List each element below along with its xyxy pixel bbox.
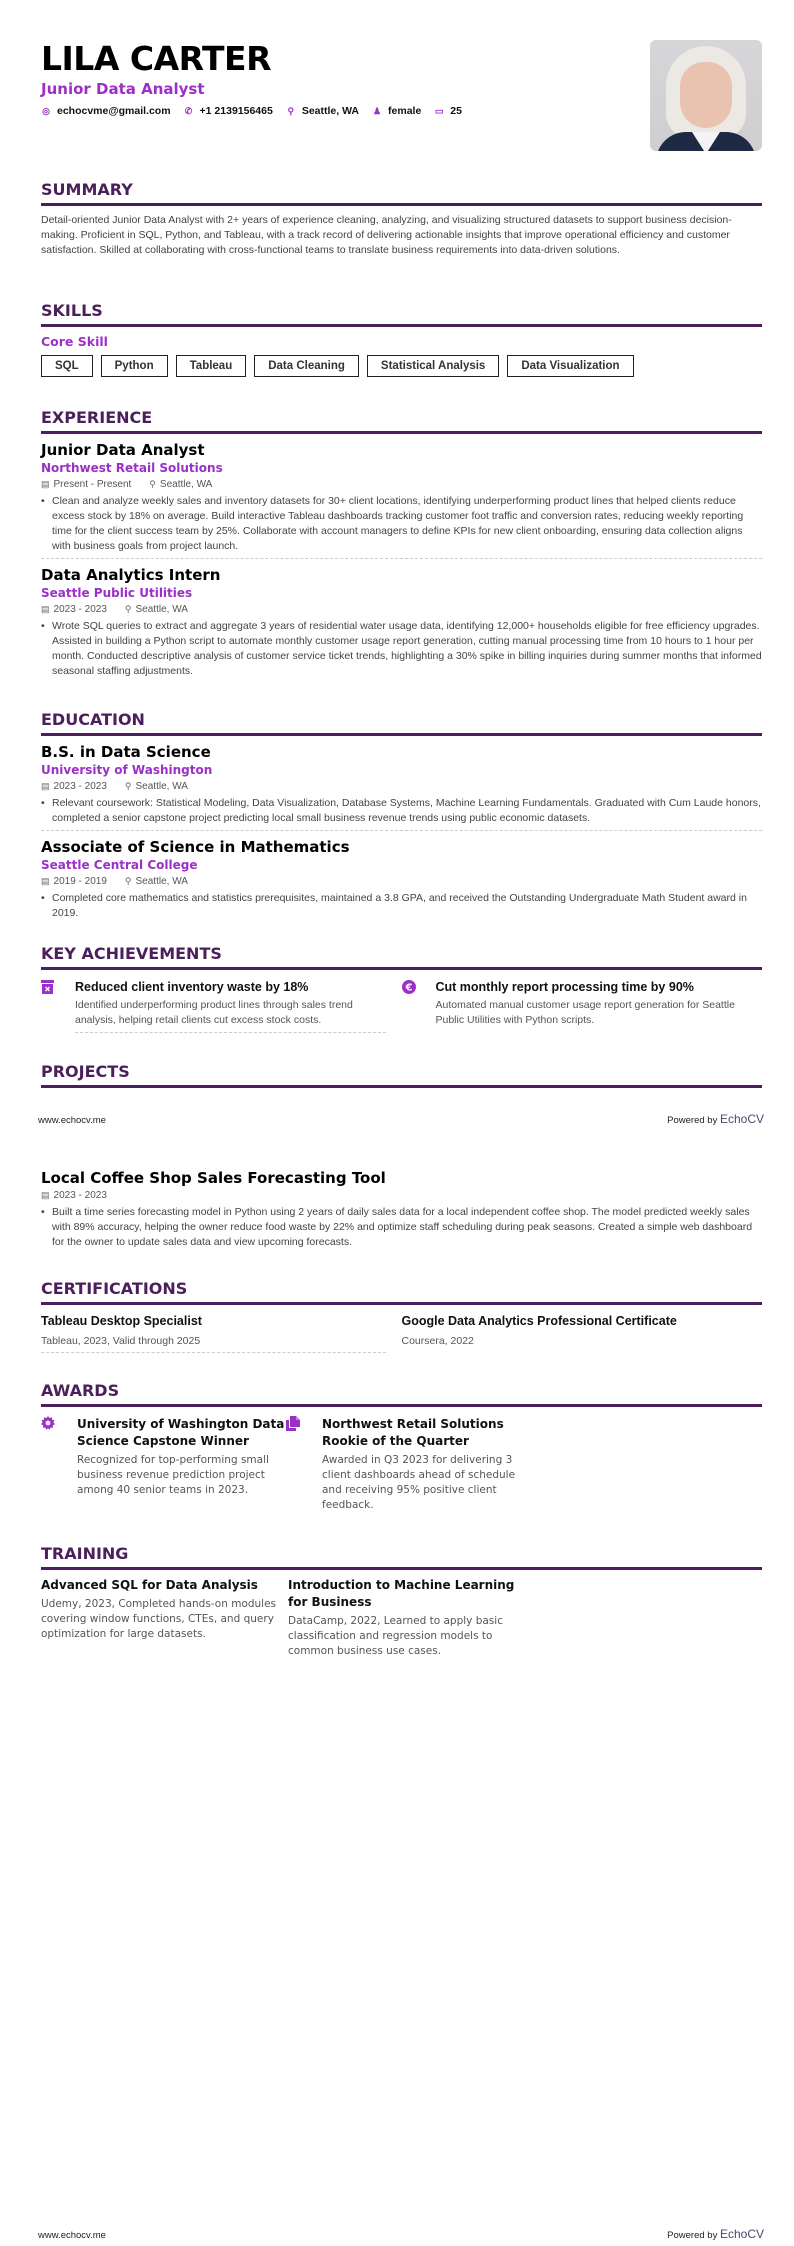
achievement-title: Reduced client inventory waste by 18% [75,980,309,994]
job-dates: 2023 - 2023 [53,604,107,615]
location-icon: ⚲ [124,876,132,886]
section-title-achievements: KEY ACHIEVEMENTS [41,944,222,963]
calendar-icon: ▭ [435,105,444,116]
location-icon: ⚲ [149,479,156,489]
award-desc: Awarded in Q3 2023 for delivering 3 client dashboards ahead of schedule and receiving 95% positive client feedback. [322,1454,516,1511]
contact-gender-value: female [388,105,422,117]
contact-gender [372,105,421,117]
archive-icon [41,978,75,1033]
contact-email-value: echocvme@gmail.com [57,105,171,117]
job-company: Seattle Public Utilities [41,586,193,600]
section-title-experience: EXPERIENCE [41,408,153,427]
phone-icon: ✆ [184,105,193,116]
footer-website-link[interactable]: www.echocv.me [38,2230,106,2241]
experience-entry [41,440,762,559]
calendar-icon: ▤ [41,479,50,489]
award-item [41,1416,286,1513]
job-role: Junior Data Analyst [41,441,205,459]
section-divider [41,203,762,206]
section-title-skills: SKILLS [41,301,103,320]
section-title-summary: SUMMARY [41,180,133,199]
training-item [41,1577,286,1659]
skill-tag: Data Cleaning [254,355,359,377]
footer-powered-by: Powered by EchoCV [667,2227,764,2241]
award-title: Northwest Retail Solutions Rookie of the Quarter [322,1417,504,1448]
summary-text: Detail-oriented Junior Data Analyst with 2+ years of experience cleaning, analyzing, and visualizing structured datasets to support business decision-making. Proficient in SQL, Python, and Tableau, with a track record of delivering actionable insights that improve operational efficiency and customer satisfaction. Skilled at collaborating with cross-functional teams to translate business requirements into data-driven solutions. [41,214,732,256]
training-desc: DataCamp, 2022, Learned to apply basic classification and regression models to common business use cases. [288,1615,503,1657]
cert-name: Google Data Analytics Professional Certificate [401,1314,677,1328]
contact-location [286,105,359,117]
skill-tag: SQL [41,355,93,377]
contact-age-value: 25 [450,105,462,117]
calendar-icon: ▤ [41,1190,50,1200]
page-footer [38,1112,764,1126]
job-location: Seattle, WA [159,479,213,490]
location-icon: ⚲ [287,105,295,116]
job-bullet: • Clean and analyze weekly sales and inventory datasets for 30+ client locations, identifying underperforming product lines that helped clients reduce excess stock by 18% on average. Build interactive Tableau dashboards tracking customer foot traffic and conversion rates, reducing weekly reporting time for the client success team by 25%. Collaborate with account managers to define KPIs for new client onboarding, ensuring data collection aligns with business goals from project launch. [41,495,744,552]
award-title: University of Washington Data Science Capstone Winner [77,1417,285,1448]
skills-section [41,301,762,377]
training-title: Introduction to Machine Learning for Business [288,1578,515,1609]
award-item [286,1416,531,1513]
contact-phone-value: +1 2139156465 [199,105,273,117]
school: University of Washington [41,763,213,777]
experience-entry [41,565,762,679]
contact-age [434,105,462,117]
edu-location: Seattle, WA [135,781,188,792]
location-icon: ⚲ [124,604,132,614]
section-divider [41,1567,762,1570]
project-entry [41,1168,762,1250]
cert-desc: Coursera, 2022 [401,1335,474,1347]
calendar-icon: ▤ [41,781,50,791]
edu-bullet: • Relevant coursework: Statistical Modeling, Data Visualization, Database Systems, Machine Learning Fundamentals. Graduated with Cum Laude honors, completed a senior capstone project predicting local small business revenue trends using public economic datasets. [41,797,761,824]
certification-item [402,1312,763,1353]
resume-header [41,40,762,152]
job-role: Data Analytics Intern [41,566,221,584]
section-title-awards: AWARDS [41,1381,120,1400]
job-dates: Present - Present [53,479,132,490]
school: Seattle Central College [41,858,198,872]
edu-bullet: • Completed core mathematics and statistics prerequisites, maintained a 3.8 GPA, and received the Outstanding Undergraduate Math Student award in 2019. [41,892,747,919]
job-company: Northwest Retail Solutions [41,461,223,475]
location-icon: ⚲ [124,781,132,791]
education-entry [41,742,762,831]
section-divider [41,431,762,434]
contact-email[interactable] [41,105,171,117]
edu-dates: 2023 - 2023 [53,781,107,792]
edu-location: Seattle, WA [135,876,188,887]
gear-icon [41,1416,77,1513]
section-divider [41,967,762,970]
candidate-name: LILA CARTER [41,39,272,78]
training-item [288,1577,533,1659]
awards-section [41,1381,762,1513]
achievement-desc: Automated manual customer usage report generation for Seattle Public Utilities with Python scripts. [435,999,735,1026]
candidate-title: Junior Data Analyst [41,80,205,98]
email-icon: ◎ [42,105,50,116]
achievements-section [41,944,762,1033]
documents-icon [286,1416,322,1513]
skill-tag: Statistical Analysis [367,355,499,377]
achievement-item [402,978,763,1033]
footer-brand[interactable]: EchoCV [719,2227,764,2241]
job-bullet: • Wrote SQL queries to extract and aggregate 3 years of residential water usage data, identifying 12,000+ households eligible for free efficiency upgrades. Assisted in building a Python script to automate monthly customer usage report generation, cutting manual processing time from 10 hours to 1 hour per month. Conducted descriptive analysis of customer service ticket trends, highlighting a 30% spike in billing inquiries during summer months that informed seasonal staffing adjustments. [41,620,762,677]
degree: B.S. in Data Science [41,743,211,761]
skill-tag: Tableau [176,355,247,377]
experience-section [41,408,762,679]
achievement-desc: Identified underperforming product lines through sales trend analysis, helping retail clients cut excess stock costs. [75,999,353,1026]
achievement-title: Cut monthly report processing time by 90% [435,980,694,994]
skill-tags [41,355,762,377]
training-title: Advanced SQL for Data Analysis [41,1578,258,1592]
person-icon: ♟ [372,105,382,116]
cert-name: Tableau Desktop Specialist [41,1314,202,1328]
education-section [41,710,762,921]
achievement-item [41,978,402,1033]
job-meta [41,477,762,492]
svg-text:€: € [405,982,412,994]
skill-tag: Data Visualization [507,355,633,377]
summary-section [41,180,762,258]
calendar-icon: ▤ [41,604,50,614]
footer-brand[interactable]: EchoCV [719,1112,764,1126]
section-title-training: TRAINING [41,1544,129,1563]
section-divider [41,324,762,327]
education-entry [41,837,762,921]
training-section [41,1544,762,1659]
projects-section [41,1062,762,1088]
footer-website-link[interactable]: www.echocv.me [38,1115,106,1126]
skill-tag: Python [101,355,168,377]
project-dates: 2023 - 2023 [53,1190,107,1201]
degree: Associate of Science in Mathematics [41,838,350,856]
footer-powered-by: Powered by EchoCV [667,1112,764,1126]
section-title-education: EDUCATION [41,710,145,729]
euro-icon [402,978,436,1033]
section-title-projects: PROJECTS [41,1062,130,1081]
cert-desc: Tableau, 2023, Valid through 2025 [41,1335,201,1347]
page-footer [38,2227,764,2241]
certification-item [41,1312,402,1353]
edu-dates: 2019 - 2019 [53,876,107,887]
project-name: Local Coffee Shop Sales Forecasting Tool [41,1169,386,1187]
project-bullet: • Built a time series forecasting model in Python using 2 years of daily sales data for a local independent coffee shop. The model predicted weekly sales with 89% accuracy, helping the owner reduce food waste by 22% and optimize staff scheduling during peak seasons. Created a simple web dashboard for the owner to update sales data and view upcoming forecasts. [41,1206,753,1248]
section-divider [41,1302,762,1305]
skill-group-label: Core Skill [41,334,108,349]
job-meta [41,602,762,617]
job-location: Seattle, WA [135,604,188,615]
award-desc: Recognized for top-performing small business revenue prediction project among 40 senior teams in 2023. [77,1454,269,1496]
training-desc: Udemy, 2023, Completed hands-on modules covering window functions, CTEs, and query optimization for large datasets. [41,1598,277,1640]
section-divider [41,733,762,736]
calendar-icon: ▤ [41,876,50,886]
section-divider [41,1404,762,1407]
certifications-section [41,1279,762,1353]
contact-phone[interactable] [184,105,273,117]
contact-location-value: Seattle, WA [301,105,360,117]
profile-photo [650,40,762,151]
section-divider [41,1085,762,1088]
section-title-certifications: CERTIFICATIONS [41,1279,188,1298]
